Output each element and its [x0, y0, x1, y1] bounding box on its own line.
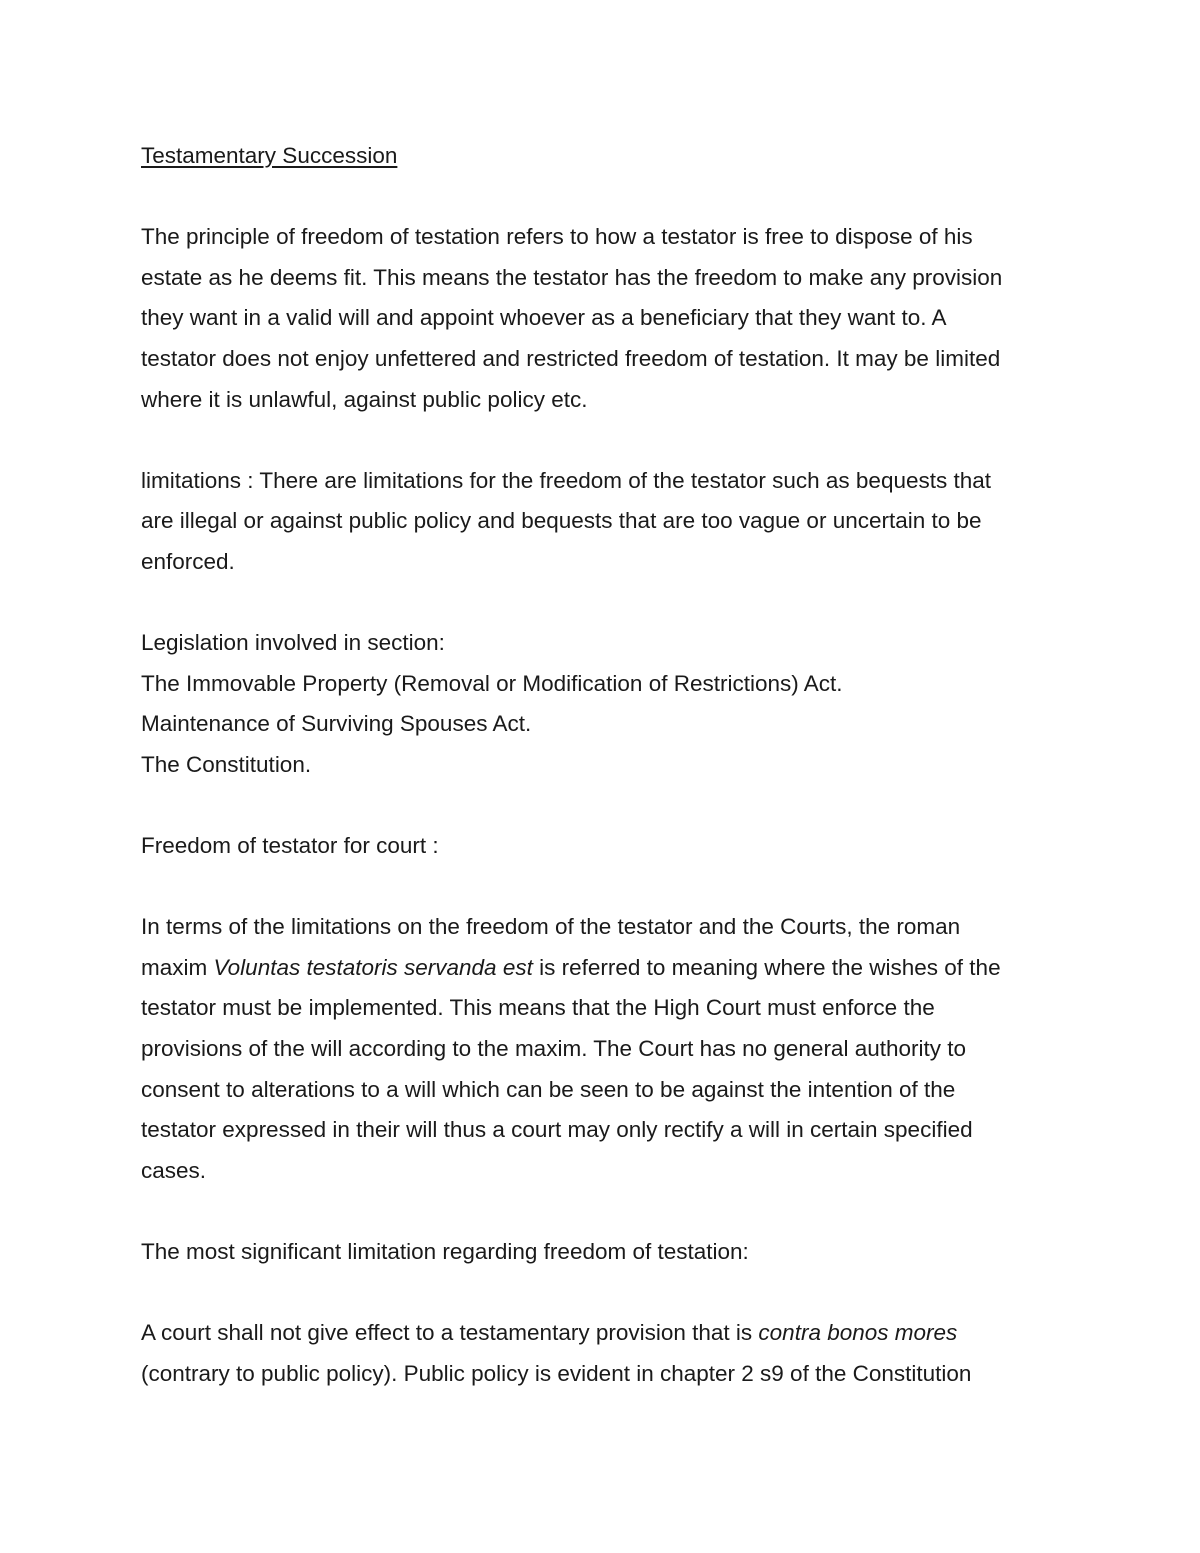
- document-title: Testamentary Succession: [141, 143, 398, 168]
- paragraph-limitations: [141, 461, 1061, 583]
- legislation-item: The Immovable Property (Removal or Modification of Restrictions) Act.: [141, 670, 843, 696]
- paragraph-line: In terms of the limitations on the freedom of the testator and the Courts, the roman: [141, 914, 961, 940]
- latin-phrase: contra bonos mores: [758, 1320, 958, 1346]
- text-segment: A court shall not give effect to a testamentary provision that is: [141, 1320, 759, 1346]
- paragraph-line: testator must be implemented. This means that the High Court must enforce the: [141, 995, 935, 1021]
- spacer: [141, 786, 1061, 827]
- spacer: [141, 1191, 1061, 1232]
- paragraph-line: are illegal or against public policy and bequests that are too vague or uncertain to be: [141, 508, 982, 534]
- paragraph-line: enforced.: [141, 548, 235, 574]
- legislation-item: The Constitution.: [141, 751, 312, 777]
- paragraph-line: where it is unlawful, against public policy etc.: [141, 386, 588, 412]
- spacer: [141, 1273, 1061, 1314]
- paragraph-line: [141, 948, 1061, 989]
- paragraph-line: (contrary to public policy). Public policy is evident in chapter 2 s9 of the Constitution: [141, 1360, 972, 1386]
- paragraph-line: provisions of the will according to the maxim. The Court has no general authority to: [141, 1036, 967, 1062]
- paragraph-line: The principle of freedom of testation refers to how a testator is free to dispose of his: [141, 224, 973, 250]
- spacer: [141, 420, 1061, 461]
- spacer: [141, 177, 1061, 218]
- paragraph-line: cases.: [141, 1157, 207, 1183]
- text-segment: maxim: [141, 954, 214, 980]
- spacer: [141, 867, 1061, 908]
- latin-maxim: Voluntas testatoris servanda est: [213, 954, 533, 980]
- paragraph-line: testator expressed in their will thus a court may only rectify a will in certain specified: [141, 1117, 973, 1143]
- heading-limitation: The most significant limitation regarding freedom of testation:: [141, 1239, 749, 1265]
- paragraph-contra-bonos-mores: [141, 1313, 1061, 1394]
- legislation-item: Maintenance of Surviving Spouses Act.: [141, 711, 532, 737]
- paragraph-line: testator does not enjoy unfettered and restricted freedom of testation. It may be limited: [141, 345, 1001, 371]
- paragraph-line: [141, 1313, 1061, 1354]
- paragraph-line: estate as he deems fit. This means the testator has the freedom to make any provision: [141, 264, 1003, 290]
- legislation-list: [141, 623, 1061, 785]
- text-segment: is referred to meaning where the wishes of the: [532, 954, 1001, 980]
- spacer: [141, 583, 1061, 624]
- paragraph-freedom-of-testation: [141, 217, 1061, 420]
- heading-court: Freedom of testator for court :: [141, 833, 439, 859]
- paragraph-line: consent to alterations to a will which can be seen to be against the intention of the: [141, 1076, 956, 1102]
- paragraph-line: limitations : There are limitations for the freedom of the testator such as bequests that: [141, 467, 992, 493]
- paragraph-line: they want in a valid will and appoint whoever as a beneficiary that they want to. A: [141, 305, 947, 331]
- legislation-heading: Legislation involved in section:: [141, 630, 445, 656]
- document-page: [141, 136, 1061, 1394]
- paragraph-court-maxim: [141, 907, 1061, 1191]
